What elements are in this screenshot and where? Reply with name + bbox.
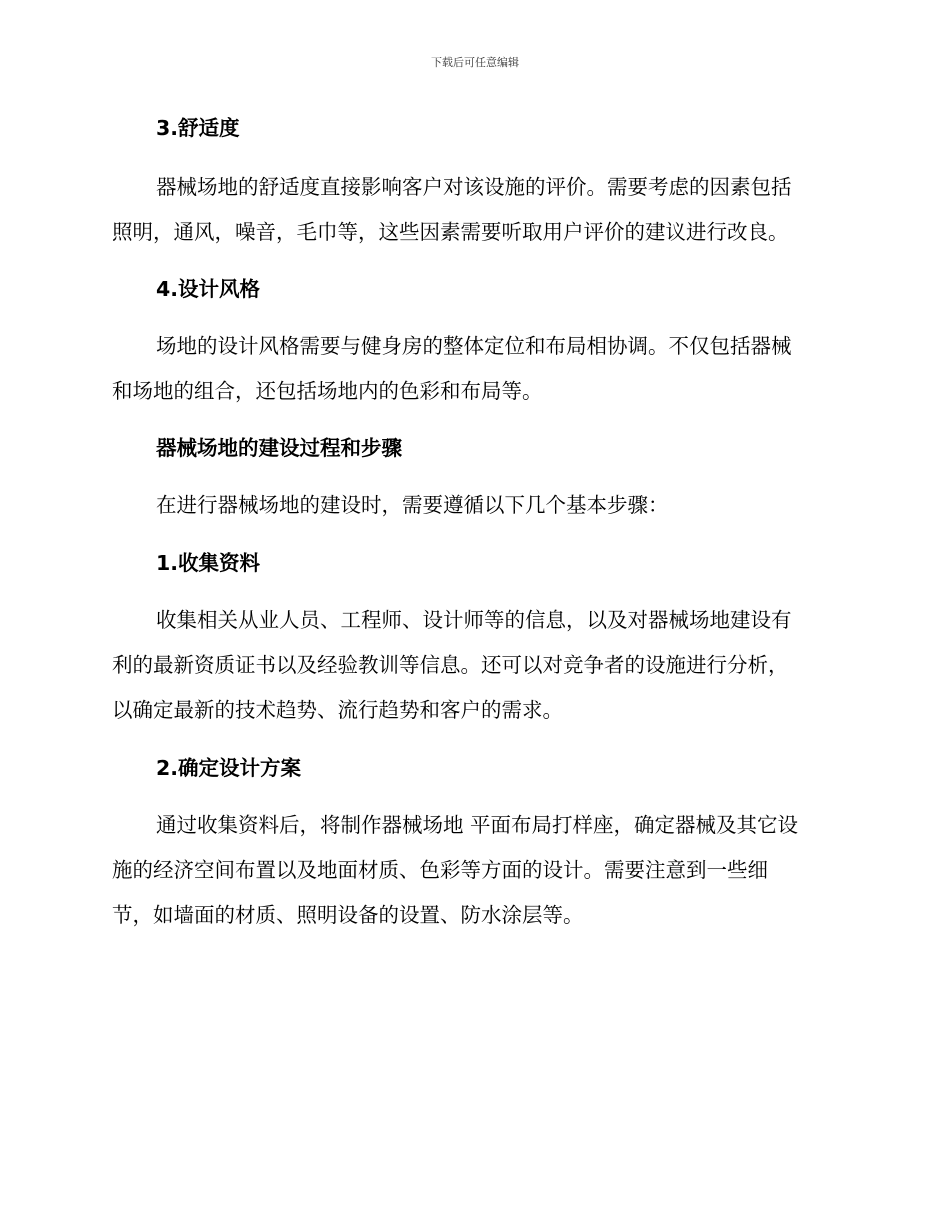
paragraph-line: 收集相关从业人员、工程师、设计师等的信息，以及对器械场地建设有 <box>156 608 792 632</box>
page-header: 下载后可任意编辑 <box>431 56 519 69</box>
section-heading: 1.收集资料 <box>156 551 261 575</box>
paragraph-line: 通过收集资料后，将制作器械场地 平面布局打样座，确定器械及其它设 <box>156 813 799 837</box>
paragraph-line: 以确定最新的技术趋势、流行趋势和客户的需求。 <box>112 698 563 722</box>
paragraph-line: 利的最新资质证书以及经验教训等信息。还可以对竞争者的设施进行分析， <box>112 653 789 677</box>
paragraph-line: 照明，通风，噪音，毛巾等，这些因素需要听取用户评价的建议进行改良。 <box>112 220 789 244</box>
paragraph-line: 场地的设计风格需要与健身房的整体定位和布局相协调。不仅包括器械 <box>156 334 792 358</box>
section-heading: 4.设计风格 <box>156 277 261 301</box>
section-heading: 器械场地的建设过程和步骤 <box>156 436 402 460</box>
section-heading: 3.舒适度 <box>156 116 240 140</box>
paragraph-line: 节，如墙面的材质、照明设备的设置、防水涂层等。 <box>112 903 584 927</box>
paragraph-line: 施的经济空间布置以及地面材质、色彩等方面的设计。需要注意到一些细 <box>112 858 768 882</box>
paragraph-line: 和场地的组合，还包括场地内的色彩和布局等。 <box>112 379 543 403</box>
section-heading: 2.确定设计方案 <box>156 756 302 780</box>
paragraph-line: 器械场地的舒适度直接影响客户对该设施的评价。需要考虑的因素包括 <box>156 175 792 199</box>
paragraph-line: 在进行器械场地的建设时，需要遵循以下几个基本步骤： <box>156 493 669 517</box>
